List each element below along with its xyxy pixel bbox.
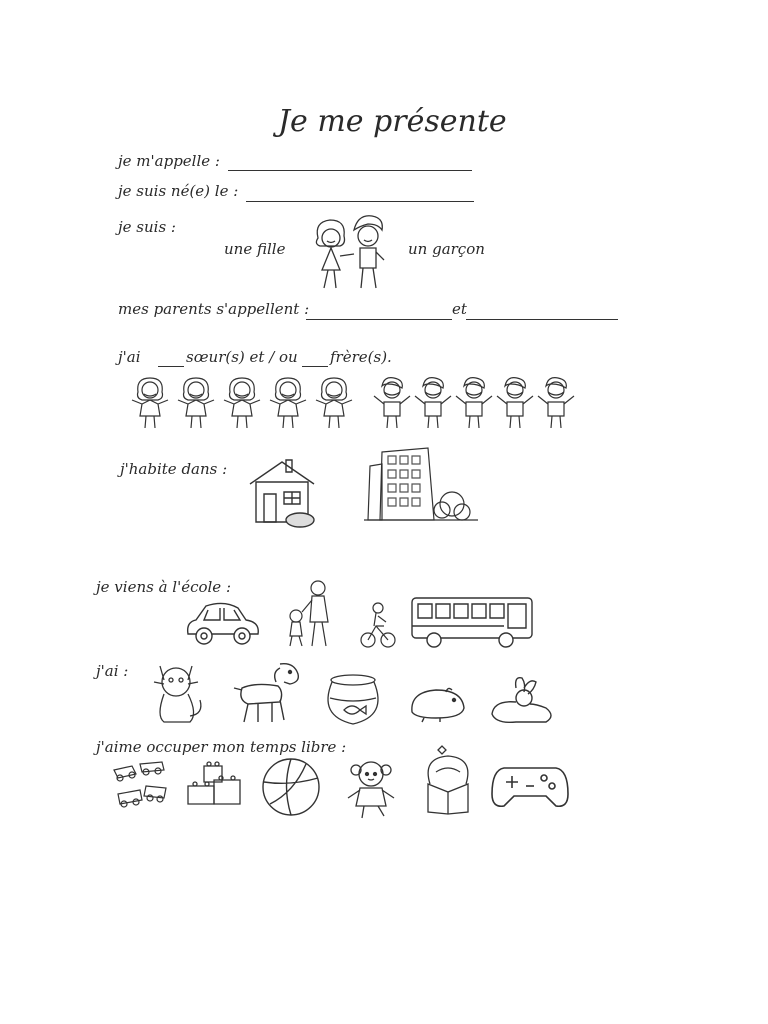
boy-icon <box>372 374 412 430</box>
boy-icon <box>536 374 576 430</box>
girl-icon <box>176 374 216 430</box>
house-icon[interactable] <box>246 456 318 528</box>
dog-icon[interactable] <box>228 658 304 726</box>
hamster-icon[interactable] <box>406 684 468 724</box>
brothers-label: frère(s). <box>330 348 392 366</box>
reading-girl-icon[interactable] <box>416 744 480 816</box>
bicycle-icon[interactable] <box>360 600 396 650</box>
walking-family-icon[interactable] <box>282 578 342 648</box>
doll-icon[interactable] <box>340 756 402 820</box>
hobbies-label: j'aime occuper mon temps libre : <box>96 738 347 756</box>
sisters-label: sœur(s) et / ou <box>186 348 298 366</box>
parents-and-label: et <box>452 300 467 318</box>
name-field[interactable] <box>228 170 472 171</box>
born-label: je suis né(e) le : <box>118 182 239 200</box>
parent2-field[interactable] <box>466 319 618 320</box>
building-blocks-icon[interactable] <box>184 760 244 808</box>
page-title: Je me présente <box>278 104 507 139</box>
pets-label: j'ai : <box>96 662 129 680</box>
birthdate-field[interactable] <box>246 201 474 202</box>
girl-icon <box>130 374 170 430</box>
bus-icon[interactable] <box>408 594 536 650</box>
girl-icon <box>222 374 262 430</box>
brothers-count-field[interactable] <box>302 366 328 367</box>
name-label: je m'appelle : <box>118 152 220 170</box>
gender-label: je suis : <box>118 218 176 236</box>
game-controller-icon[interactable] <box>490 762 570 812</box>
boy-option[interactable]: un garçon <box>408 240 485 258</box>
parents-label: mes parents s'appellent : <box>118 300 310 318</box>
girl-icon <box>268 374 308 430</box>
girl-icon <box>314 374 354 430</box>
girl-option[interactable]: une fille <box>224 240 286 258</box>
apartment-building-icon[interactable] <box>362 446 482 526</box>
toy-cars-icon[interactable] <box>110 758 172 814</box>
parent1-field[interactable] <box>306 319 452 320</box>
fishbowl-icon[interactable] <box>322 672 384 728</box>
car-icon[interactable] <box>184 600 262 648</box>
cat-icon[interactable] <box>146 656 212 726</box>
sisters-count-field[interactable] <box>158 366 184 367</box>
volleyball-icon[interactable] <box>260 756 322 818</box>
home-label: j'habite dans : <box>120 460 228 478</box>
school-label: je viens à l'école : <box>96 578 232 596</box>
boy-icon <box>413 374 453 430</box>
girl-boy-couple-icon <box>306 208 396 294</box>
siblings-prefix-label: j'ai <box>118 348 141 366</box>
boy-icon <box>454 374 494 430</box>
boy-icon <box>495 374 535 430</box>
rabbit-icon[interactable] <box>486 676 558 728</box>
